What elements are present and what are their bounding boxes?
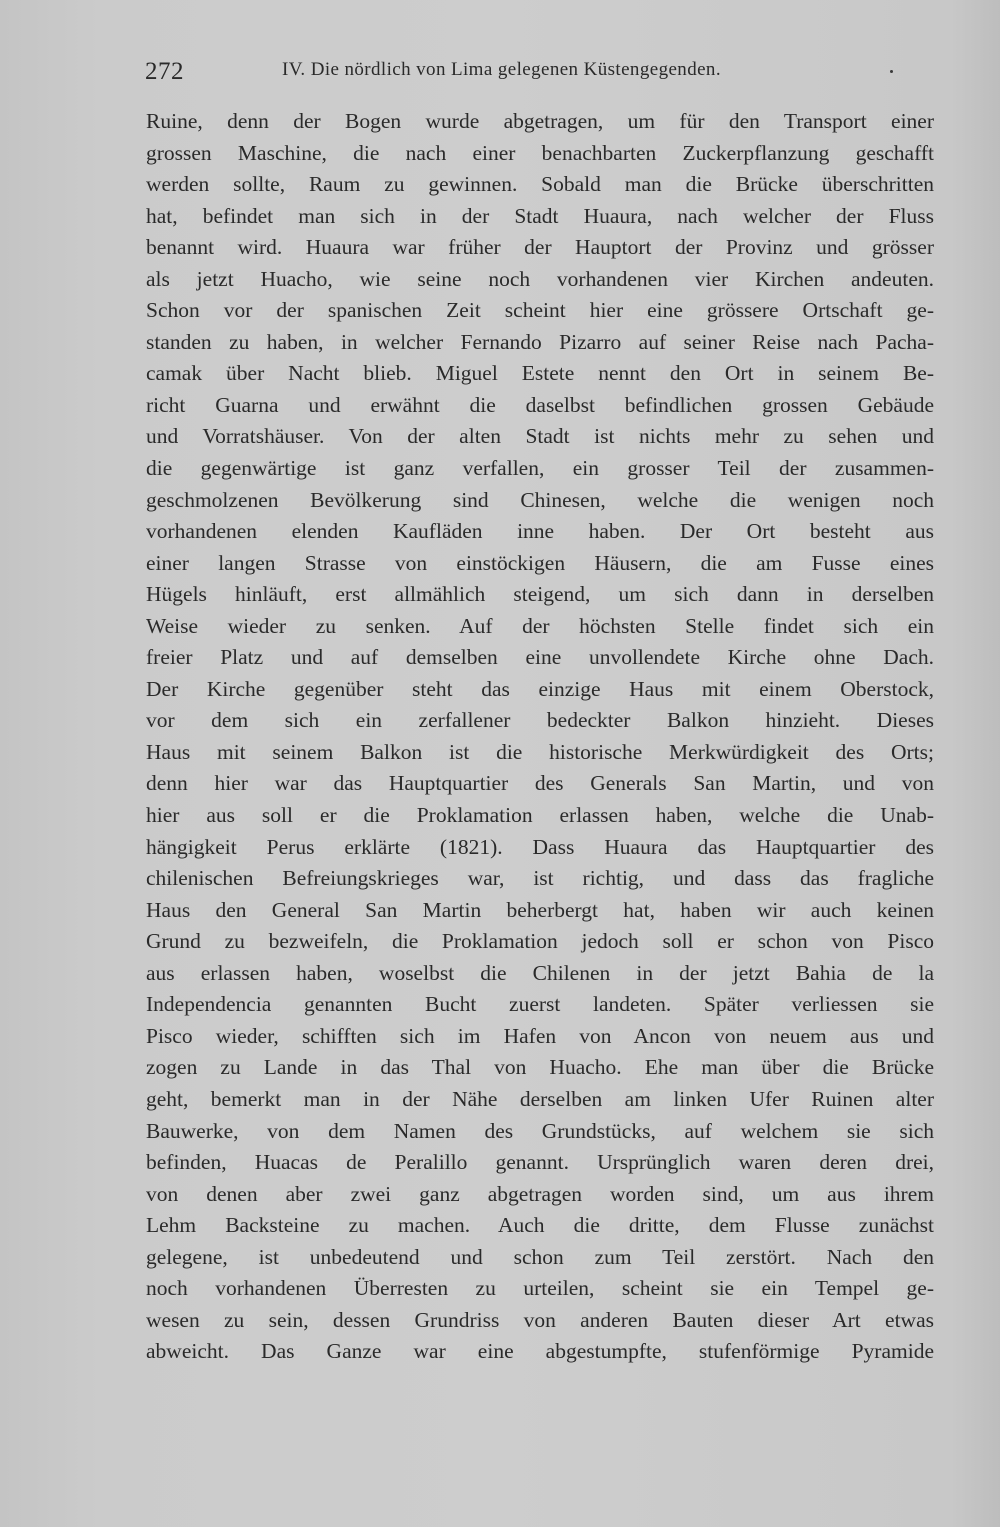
- text-line: noch vorhandenen Überresten zu urteilen, scheint sie ein Tempel ge-: [146, 1276, 934, 1301]
- running-head: IV. Die nördlich von Lima gelegenen Küstengegenden.: [282, 59, 721, 80]
- text-line: Pisco wieder, schifften sich im Hafen von Ancon von neuem aus und: [146, 1023, 934, 1048]
- text-line: standen zu haben, in welcher Fernando Pizarro auf seiner Reise nach Pacha-: [146, 329, 934, 354]
- text-line: aus erlassen haben, woselbst die Chilenen in der jetzt Bahia de la: [146, 960, 934, 985]
- text-line: chilenischen Befreiungskrieges war, ist richtig, und dass das fragliche: [146, 866, 934, 891]
- text-line: und Vorratshäuser. Von der alten Stadt ist nichts mehr zu sehen und: [146, 424, 934, 449]
- print-speck: [890, 70, 893, 73]
- text-line: die gegenwärtige ist ganz verfallen, ein grosser Teil der zusammen-: [146, 456, 934, 481]
- text-line: grossen Maschine, die nach einer benachbarten Zuckerpflanzung geschafft: [146, 140, 934, 165]
- text-line: camak über Nacht blieb. Miguel Estete nennt den Ort in seinem Be-: [146, 361, 934, 386]
- text-line: Hügels hinläuft, erst allmählich steigend, um sich dann in derselben: [146, 582, 934, 607]
- text-line: geschmolzenen Bevölkerung sind Chinesen, welche die wenigen noch: [146, 487, 934, 512]
- text-line: befinden, Huacas de Peralillo genannt. Ursprünglich waren deren drei,: [146, 1150, 934, 1175]
- text-line: Haus den General San Martin beherbergt hat, haben wir auch keinen: [146, 897, 934, 922]
- text-line: freier Platz und auf demselben eine unvollendete Kirche ohne Dach.: [146, 645, 934, 670]
- text-line: abweicht. Das Ganze war eine abgestumpfte, stufenförmige Pyramide: [146, 1339, 934, 1364]
- text-line: gelegene, ist unbedeutend und schon zum Teil zerstört. Nach den: [146, 1244, 934, 1269]
- text-line: Weise wieder zu senken. Auf der höchsten Stelle findet sich ein: [146, 613, 934, 638]
- text-line: Bauwerke, von dem Namen des Grundstücks, auf welchem sie sich: [146, 1118, 934, 1143]
- text-line: Independencia genannten Bucht zuerst landeten. Später verliessen sie: [146, 992, 934, 1017]
- text-line: werden sollte, Raum zu gewinnen. Sobald man die Brücke überschritten: [146, 172, 934, 197]
- text-line: hängigkeit Perus erklärte (1821). Dass Huaura das Hauptquartier des: [146, 834, 934, 859]
- text-line: zogen zu Lande in das Thal von Huacho. Ehe man über die Brücke: [146, 1055, 934, 1080]
- page-header: [145, 56, 925, 88]
- text-line: richt Guarna und erwähnt die daselbst befindlichen grossen Gebäude: [146, 392, 934, 417]
- text-line: Der Kirche gegenüber steht das einzige Haus mit einem Oberstock,: [146, 676, 934, 701]
- text-line: einer langen Strasse von einstöckigen Häusern, die am Fusse eines: [146, 550, 934, 575]
- text-line: vorhandenen elenden Kaufläden inne haben. Der Ort besteht aus: [146, 519, 934, 544]
- text-line: Haus mit seinem Balkon ist die historische Merkwürdigkeit des Orts;: [146, 739, 934, 764]
- page-number: 272: [145, 58, 184, 85]
- text-line: als jetzt Huacho, wie seine noch vorhandenen vier Kirchen andeuten.: [146, 266, 934, 291]
- text-line: Lehm Backsteine zu machen. Auch die dritte, dem Flusse zunächst: [146, 1213, 934, 1238]
- text-line: hat, befindet man sich in der Stadt Huaura, nach welcher der Fluss: [146, 203, 934, 228]
- text-line: denn hier war das Hauptquartier des Generals San Martin, und von: [146, 771, 934, 796]
- text-line: hier aus soll er die Proklamation erlassen haben, welche die Unab-: [146, 803, 934, 828]
- text-line: Ruine, denn der Bogen wurde abgetragen, um für den Transport einer: [146, 109, 934, 133]
- text-line: Schon vor der spanischen Zeit scheint hier eine grössere Ortschaft ge-: [146, 298, 934, 323]
- text-line: geht, bemerkt man in der Nähe derselben am linken Ufer Ruinen alter: [146, 1086, 934, 1111]
- text-line: wesen zu sein, dessen Grundriss von anderen Bauten dieser Art etwas: [146, 1307, 934, 1332]
- text-line: benannt wird. Huaura war früher der Hauptort der Provinz und grösser: [146, 235, 934, 260]
- text-line: vor dem sich ein zerfallener bedeckter Balkon hinzieht. Dieses: [146, 708, 934, 733]
- body-text: [146, 106, 934, 1368]
- text-line: Grund zu bezweifeln, die Proklamation jedoch soll er schon von Pisco: [146, 929, 934, 954]
- text-line: von denen aber zwei ganz abgetragen worden sind, um aus ihrem: [146, 1181, 934, 1206]
